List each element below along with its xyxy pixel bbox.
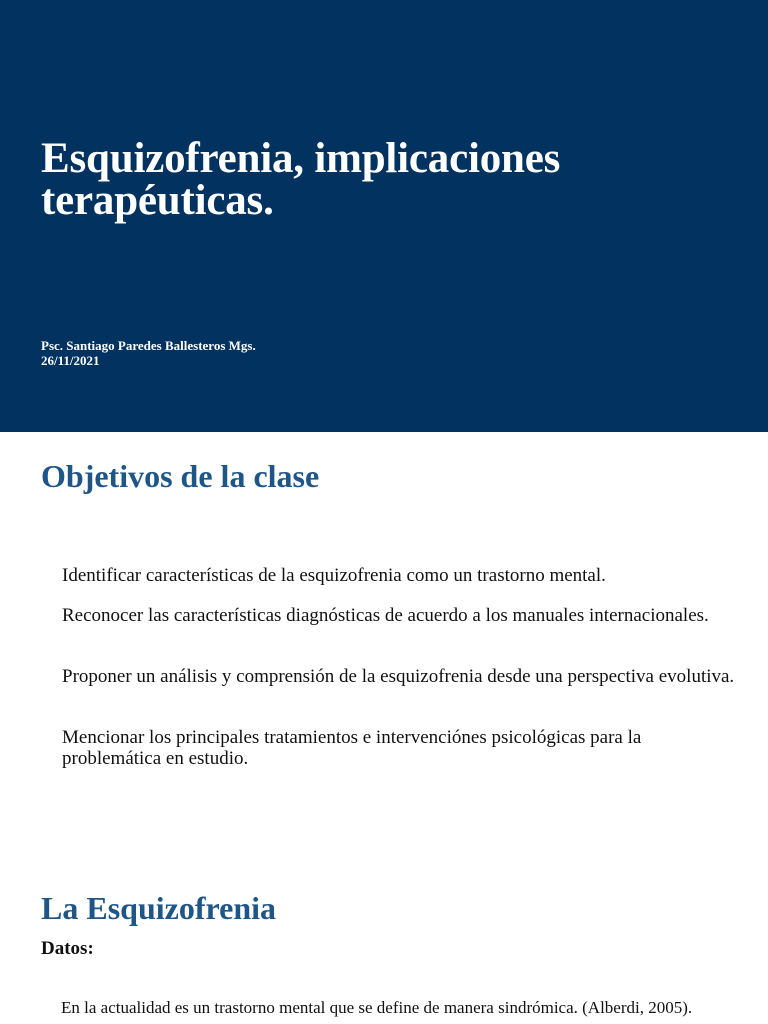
data-subheading: Datos: (41, 938, 94, 959)
presentation-title: Esquizofrenia, implicaciones terapéuticas. (41, 135, 561, 224)
objective-item: Proponer un análisis y comprensión de la esquizofrenia desde una perspectiva evolutiva. (62, 666, 735, 687)
author-name: Psc. Santiago Paredes Ballesteros Mgs. (41, 338, 256, 353)
objectives-heading: Objetivos de la clase (41, 458, 320, 494)
title-slide (0, 0, 768, 432)
objective-item: Identificar características de la esquizofrenia como un trastorno mental. (62, 565, 606, 586)
objective-item: Reconocer las características diagnósticas de acuerdo a los manuales internacionales. (62, 605, 709, 626)
schizophrenia-heading: La Esquizofrenia (41, 890, 276, 926)
schizophrenia-slide (0, 864, 768, 1024)
objectives-slide (0, 432, 768, 864)
presentation-date: 26/11/2021 (41, 353, 100, 368)
schizophrenia-definition-text: En la actualidad es un trastorno mental que se define de manera sindrómica. (Alberdi, 2005). (61, 998, 693, 1017)
objective-item: Mencionar los principales tratamientos e intervenciónes psicológicas para la problemática en estudio. (62, 727, 642, 769)
